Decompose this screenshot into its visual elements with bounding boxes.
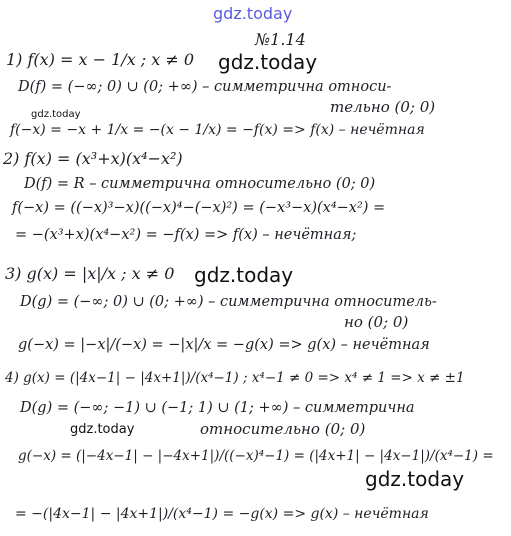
- line-3-symmetry: тельно (0; 0): [330, 98, 436, 116]
- line-16-substitution: g(−x) = (|−4x−1| − |−4x+1|)/((−x)⁴−1) = (|4x+1| − |4x−1|)/(x⁴−1) =: [18, 448, 494, 464]
- watermark-mid-1: gdz.today: [218, 50, 318, 74]
- line-7-substitution: f(−x) = ((−x)³−x)((−x)⁴−(−x)²) = (−x³−x)(x⁴−x²) =: [12, 200, 386, 216]
- line-9-function: 3) g(x) = |x|/x ; x ≠ 0: [5, 264, 175, 283]
- line-17-parity: = −(|4x−1| − |4x+1|)/(x⁴−1) = −g(x) => g(x) – нечётная: [15, 506, 429, 522]
- line-10-domain: D(g) = (−∞; 0) ∪ (0; +∞) – симметрична относитель-: [20, 294, 437, 310]
- watermark-mid-2: gdz.today: [194, 263, 294, 287]
- line-2-domain: D(f) = (−∞; 0) ∪ (0; +∞) – симметрична относи-: [18, 79, 392, 95]
- watermark-small-2: gdz.today: [70, 422, 135, 437]
- watermark-small-1: gdz.today: [31, 109, 81, 120]
- line-12-parity: g(−x) = |−x|/(−x) = −|x|/x = −g(x) => g(x) – нечётная: [18, 337, 430, 353]
- line-1-function: 1) f(x) = x − 1/x ; x ≠ 0: [6, 50, 195, 69]
- watermark-bottom: gdz.today: [365, 467, 465, 491]
- line-13-function: 4) g(x) = (|4x−1| − |4x+1|)/(x⁴−1) ; x⁴−1 ≠ 0 => x⁴ ≠ 1 => x ≠ ±1: [5, 370, 465, 386]
- line-15-symmetry: относительно (0; 0): [200, 420, 366, 438]
- line-4-parity: f(−x) = −x + 1/x = −(x − 1/x) = −f(x) => f(x) – нечётная: [10, 122, 425, 138]
- problem-number: №1.14: [255, 30, 306, 49]
- line-14-domain: D(g) = (−∞; −1) ∪ (−1; 1) ∪ (1; +∞) – симметрична: [20, 400, 415, 416]
- line-8-parity: = −(x³+x)(x⁴−x²) = −f(x) => f(x) – нечётная;: [15, 227, 357, 243]
- line-6-domain: D(f) = R – симметрична относительно (0; 0): [24, 176, 376, 192]
- watermark-header: gdz.today: [213, 4, 293, 23]
- line-5-function: 2) f(x) = (x³+x)(x⁴−x²): [3, 149, 183, 168]
- line-11-symmetry: но (0; 0): [344, 313, 409, 331]
